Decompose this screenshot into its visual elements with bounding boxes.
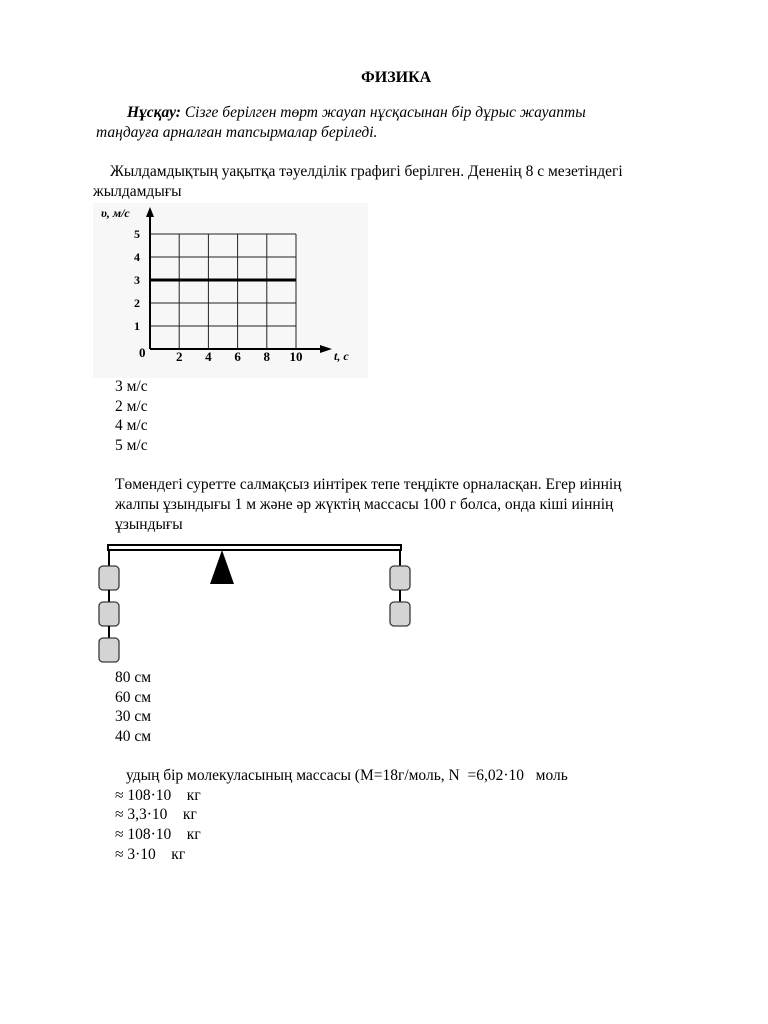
q1-text-1: Жылдамдықтың уақытқа тәуелділік графигі берілген. Дененің 8 с мезетіндегі xyxy=(110,163,623,180)
left-weight-1 xyxy=(99,566,119,590)
q3-option-2[interactable]: ≈ 3,3·10 кг xyxy=(115,806,197,823)
q1-option-1[interactable]: 3 м/с xyxy=(115,378,148,395)
left-weight-2 xyxy=(99,602,119,626)
origin-label: 0 xyxy=(139,345,146,360)
q3-text-1: удың бір молекуласының массасы (M=18г/моль, N =6,02·10 моль xyxy=(126,767,568,784)
x-tick-label-1: 2 xyxy=(175,349,183,364)
instruction-label: Нұсқау: xyxy=(127,104,181,121)
x-axis-label: t, с xyxy=(334,349,349,363)
q1-option-2[interactable]: 2 м/с xyxy=(115,398,148,415)
left-weight-3 xyxy=(99,638,119,662)
fulcrum xyxy=(210,550,234,584)
x-tick-label-3: 6 xyxy=(234,349,241,364)
q2-option-2[interactable]: 60 см xyxy=(115,689,152,706)
q3-option-4[interactable]: ≈ 3·10 кг xyxy=(115,846,186,863)
velocity-time-graph xyxy=(93,203,368,378)
q1-text-2: жылдамдығы xyxy=(93,183,182,200)
x-tick-label-2: 4 xyxy=(205,349,212,364)
y-tick-label-3: 3 xyxy=(134,273,140,287)
q2-option-4[interactable]: 40 см xyxy=(115,728,152,745)
y-axis-label: υ, м/с xyxy=(101,206,130,220)
y-tick-label-5: 5 xyxy=(134,227,140,241)
q2-option-3[interactable]: 30 см xyxy=(115,708,152,725)
q2-option-1[interactable]: 80 см xyxy=(115,669,152,686)
right-weights xyxy=(390,566,410,626)
y-tick-label-4: 4 xyxy=(134,250,140,264)
q2-text-1: Төмендегі суретте салмақсыз иінтірек тепе теңдікте орналасқан. Егер иіннің xyxy=(115,476,622,493)
page-title: ФИЗИКА xyxy=(361,69,432,86)
lever-beam xyxy=(108,545,401,550)
x-tick-label-4: 8 xyxy=(263,349,271,364)
instruction-text-2: таңдауға арналған тапсырмалар беріледі. xyxy=(96,124,378,141)
q1-option-3[interactable]: 4 м/с xyxy=(115,417,148,434)
q2-text-2: жалпы ұзындығы 1 м және әр жүктің массасы 100 г болса, онда кіші иіннің xyxy=(115,496,614,513)
instruction-text-1: Сізге берілген төрт жауап нұсқасынан бір дұрыс жауапты xyxy=(184,104,586,121)
x-tick-label-5: 10 xyxy=(289,349,303,364)
left-weights xyxy=(99,566,119,662)
q1-option-4[interactable]: 5 м/с xyxy=(115,437,148,454)
q3-option-3[interactable]: ≈ 108·10 кг xyxy=(115,826,201,843)
y-tick-label-1: 1 xyxy=(134,319,140,333)
q2-text-3: ұзындығы xyxy=(115,516,183,533)
instruction-line-1 xyxy=(127,103,586,123)
lever-diagram xyxy=(95,538,420,666)
q3-option-1[interactable]: ≈ 108·10 кг xyxy=(115,787,201,804)
right-weight-2 xyxy=(390,602,410,626)
y-tick-label-2: 2 xyxy=(134,296,140,310)
right-weight-1 xyxy=(390,566,410,590)
